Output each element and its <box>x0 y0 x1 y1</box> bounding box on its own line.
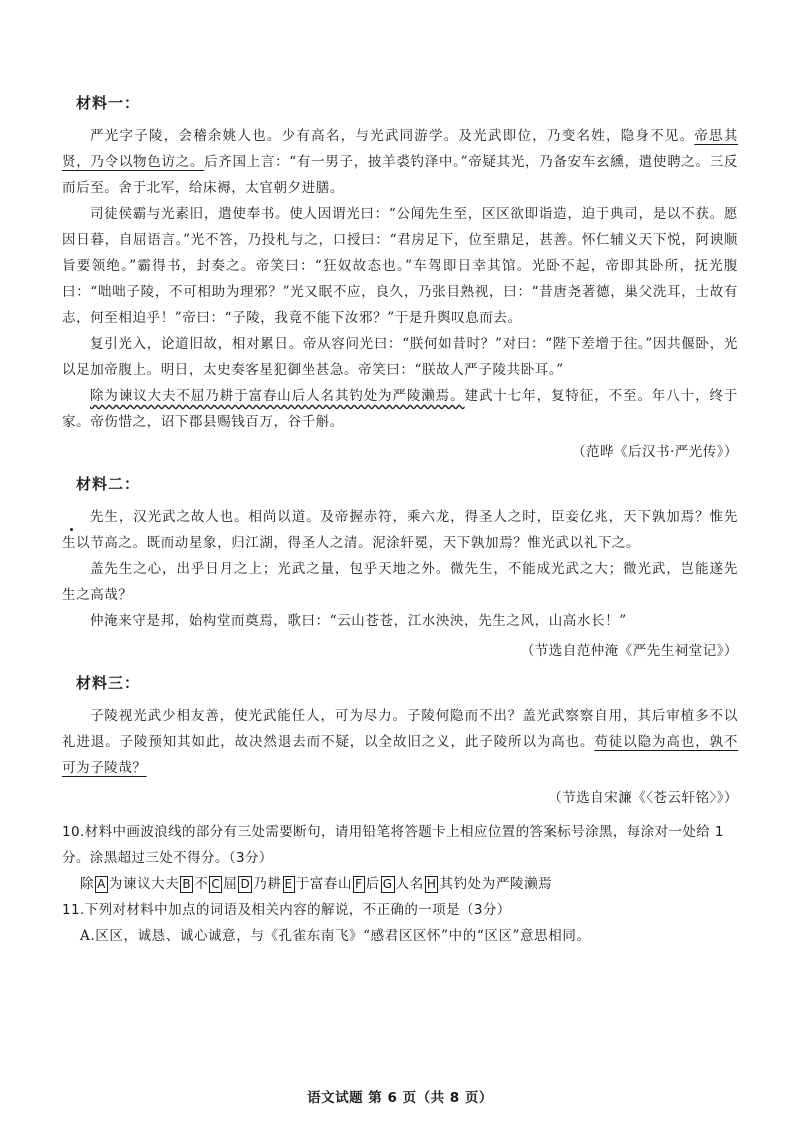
question-10-text: 10.材料中画波浪线的部分有三处需要断句，请用铅笔将答题卡上相应位置的答案标号涂黑，每涂对一处给 1 分。涂黑超过三处不得分。（3分） <box>62 824 724 866</box>
question-11-text: 11.下列对材料中加点的词语及相关内容的解说，不正确的一项是（3分） <box>62 902 511 918</box>
sentence-fragment: 屈 <box>223 876 238 892</box>
material1-paragraph-4 <box>62 383 738 435</box>
answer-box-d: D <box>240 877 251 891</box>
material3-p1-text: 子陵视光武少相友善，使光武能任人，可为尽力。子陵何隐而不出？盖光武察察自用，其后审植多不以礼进退。子陵预知其如此，故决然退去而不疑，以全故旧之义，此子陵所以为高也。 <box>62 708 738 750</box>
material2-source: （节选自范仲淹《严先生祠堂记》） <box>520 643 738 659</box>
answer-box-e: E <box>284 877 293 891</box>
answer-box-b: B <box>182 877 192 891</box>
material1-paragraph-2: 司徒侯霸与光素旧，遣使奉书。使人因谓光曰：“公闻先生至，区区欲即诣造，迫于典司，是以不获。愿因日暮，自屈语言。”光不答，乃投札与之，口授曰：“君房足下，位至鼎足，甚善。怀仁辅义天下悦，阿谀顺旨要领绝。”霸得书，封奏之。帝笑曰：“狂奴故态也。”车驾即日幸其馆。光卧不起，帝即其卧所，抚光腹曰：“咄咄子陵，不可相助为理邪？”光又眠不应，良久，乃张目熟视，曰：“昔唐尧著德，巢父洗耳，士故有志，何至相迫乎！”帝曰：“子陵，我竟不能下汝邪？”于是升舆叹息而去。 <box>62 206 738 326</box>
sentence-fragment: 乃耕 <box>253 876 282 892</box>
sentence-fragment: 其钓处为严陵濑焉 <box>439 876 553 892</box>
answer-box-g: G <box>382 877 393 891</box>
material2-heading: 材料二： <box>76 475 141 493</box>
answer-box-f: F <box>355 877 363 891</box>
sentence-fragment: 于富春山 <box>295 876 353 892</box>
answer-box-c: C <box>211 877 221 891</box>
material1-p1-underlined: 帝思其贤，乃令以物色访之。 <box>62 128 738 170</box>
material3-p1-underlined: 苟徒以隐为高也，孰不可为子陵哉？ <box>62 734 739 776</box>
sentence-fragment: 人名 <box>395 876 424 892</box>
sentence-fragment: 除 <box>80 876 95 892</box>
question-11-option-a: A.区区，诚恳、诚心诚意，与《孔雀东南飞》“感君区区怀”中的“区区”意思相同。 <box>80 928 591 944</box>
material1-p1-text-b: 后齐国上言：“有一男子，披羊裘钓泽中。”帝疑其光，乃备安车玄纁，遣使聘之。三反而后至。舍于北军，给床褥，太官朝夕进膳。 <box>62 154 739 196</box>
material1-paragraph-3: 复引光入，论道旧故，相对累日。帝从容问光曰：“朕何如昔时？”对曰：“陛下差增于往。”因共偃卧，光以足加帝腹上。明日，太史奏客星犯御坐甚急。帝笑曰：“朕故人严子陵共卧耳。” <box>62 336 738 378</box>
answer-box-a: A <box>97 877 106 891</box>
material2-paragraph-3: 仲淹来守是邦，始构堂而奠焉，歌曰：“云山苍苍，江水泱泱，先生之风，山高水长！” <box>90 613 627 629</box>
material1-p1-text-a: 严光字子陵，会稽余姚人也。少有高名，与光武同游学。及光武即位，乃变名姓，隐身不见。 <box>90 128 695 144</box>
sentence-fragment: 后 <box>365 876 380 892</box>
answer-box-h: H <box>426 877 437 891</box>
material3-heading: 材料三： <box>76 674 141 692</box>
material3-source: （节选自宋濂《〈苍云轩铭〉》） <box>548 790 738 806</box>
material1-paragraph-1 <box>62 123 738 201</box>
material1-source: （范晔《后汉书·严光传》） <box>571 444 738 460</box>
sentence-fragment: 为谏议大夫 <box>108 876 180 892</box>
material3-paragraph-1 <box>62 703 738 781</box>
material1-wavy-underline-sentence: 除为谏议大夫不屈乃耕于富春山后人名其钓处为严陵濑焉。 <box>90 388 465 404</box>
sentence-fragment: 不 <box>194 876 209 892</box>
material2-paragraph-2: 盖先生之心，出乎日月之上；光武之量，包乎天地之外。微先生，不能成光武之大；微光武，岂能遂先生之高哉？ <box>62 561 738 603</box>
page-footer: 语文试题 第 6 页（共 8 页） <box>307 1090 493 1106</box>
question-10-sentence <box>62 871 738 897</box>
material2-paragraph-1: 先生，汉光武之故人也。相尚以道。及帝握赤符，乘六龙，得圣人之时，臣妾亿兆，天下孰加焉？惟先生以节高之。既而动星象，归江湖，得圣人之清。泥涂轩冕，天下孰加焉？惟光武以礼下之。 <box>62 509 738 551</box>
stray-dot-mark <box>70 528 73 531</box>
material1-p4-text: 建武十七年，复特征，不至。年八十，终于家。帝伤惜之，诏下郡县赐钱百万，谷千斛。 <box>62 388 738 430</box>
material1-heading: 材料一： <box>76 94 141 112</box>
